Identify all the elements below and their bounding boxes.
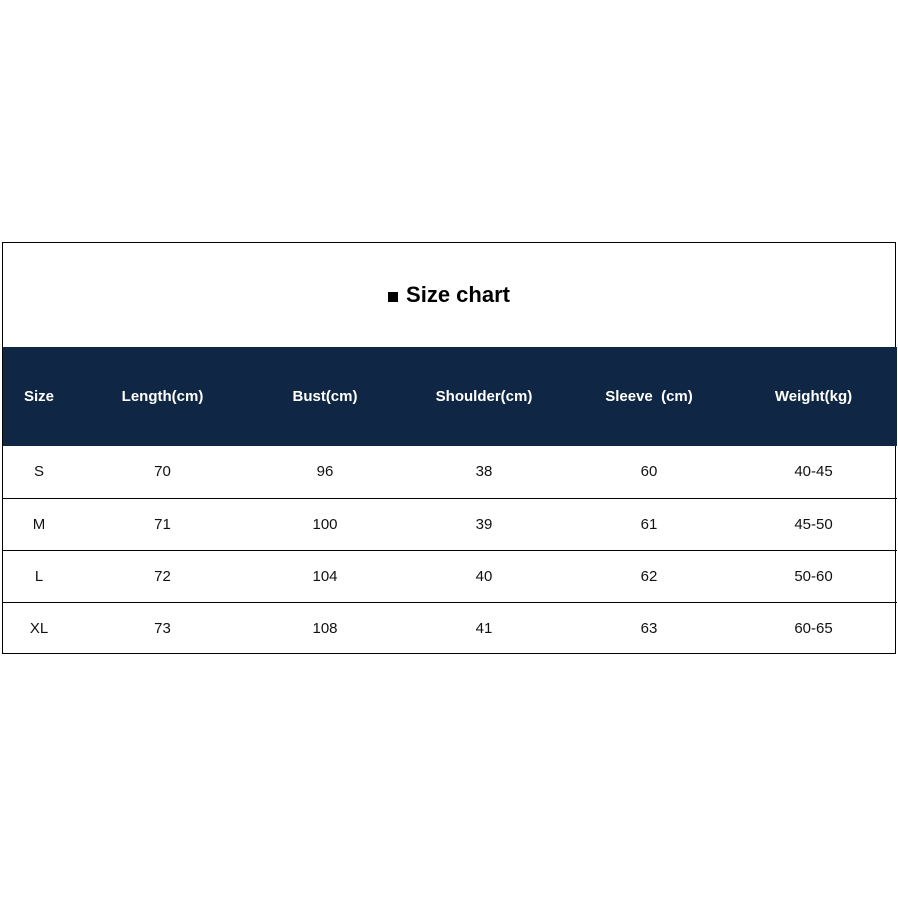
- cell-weight: 40-45: [794, 463, 833, 481]
- table-header-row: [3, 347, 897, 446]
- header-length: Length(cm): [121, 388, 204, 405]
- cell-weight: 45-50: [794, 515, 833, 533]
- cell-size: S: [33, 463, 44, 481]
- table-row: [3, 498, 897, 550]
- cell-shoulder: 41: [475, 619, 493, 637]
- size-chart-title: Size chart: [406, 282, 510, 307]
- header-size: Size: [23, 388, 54, 405]
- table-row: [3, 446, 897, 498]
- cell-bust: 108: [312, 619, 338, 637]
- size-chart-title-row: [3, 243, 895, 347]
- cell-sleeve: 63: [640, 619, 658, 637]
- cell-length: 70: [154, 463, 171, 481]
- cell-shoulder: 40: [475, 567, 493, 585]
- cell-size: XL: [29, 619, 49, 637]
- table-row: [3, 602, 897, 654]
- cell-sleeve: 60: [640, 463, 658, 481]
- cell-weight: 50-60: [794, 567, 833, 585]
- cell-length: 71: [154, 515, 171, 533]
- cell-bust: 100: [312, 515, 338, 533]
- cell-bust: 96: [316, 463, 334, 481]
- cell-weight: 60-65: [794, 619, 833, 637]
- cell-length: 73: [154, 619, 171, 637]
- cell-size: M: [32, 515, 46, 533]
- square-bullet-icon: [388, 292, 398, 302]
- cell-bust: 104: [312, 567, 338, 585]
- cell-sleeve: 61: [640, 515, 658, 533]
- size-chart: [2, 242, 896, 654]
- cell-shoulder: 39: [475, 515, 493, 533]
- header-sleeve: Sleeve (cm): [605, 388, 693, 405]
- header-bust: Bust(cm): [292, 388, 358, 405]
- size-table: [3, 347, 897, 654]
- header-weight: Weight(kg): [774, 388, 853, 405]
- cell-shoulder: 38: [475, 463, 493, 481]
- table-row: [3, 550, 897, 602]
- cell-sleeve: 62: [640, 567, 658, 585]
- cell-size: L: [34, 567, 44, 585]
- cell-length: 72: [154, 567, 171, 585]
- header-shoulder: Shoulder(cm): [435, 388, 533, 405]
